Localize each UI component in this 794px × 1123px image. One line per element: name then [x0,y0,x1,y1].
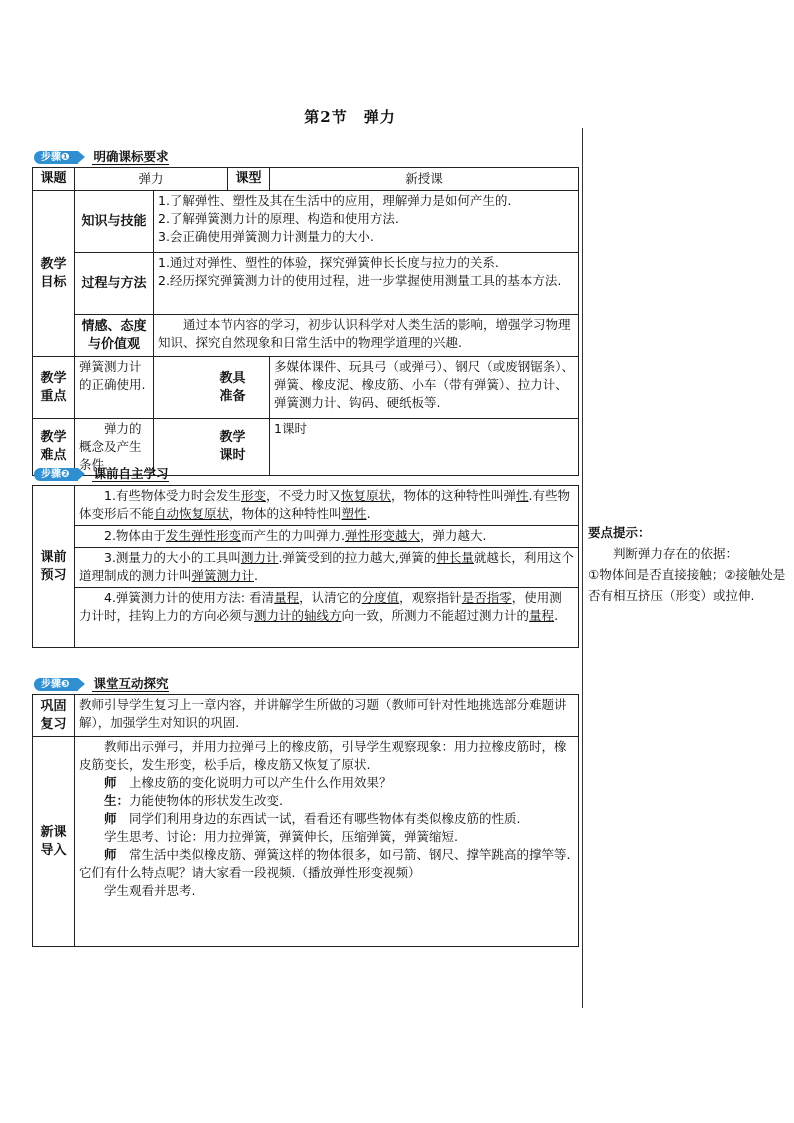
step1-heading: 明确课标要求 [93,149,169,164]
intro-p2: 师 上橡皮筋的变化说明力可以产生什么作用效果？ [104,775,392,790]
step2-header [34,467,169,482]
preview-q4: 4.弹簧测力计的使用方法: 看清量程，认清它的分度值，观察指针是否指零，使用测力计时，挂钩上力的方向必须与测力计的轴线方向一致，所测力不能超过测力计的量程. [75,588,579,648]
step3-badge: 步骤❸ [34,678,78,691]
topic-value: 弹力 [75,168,228,191]
difficulty-label: 教学难点 [33,419,75,476]
type-value: 新授课 [270,168,579,191]
intro-p4: 师 同学们利用身边的东西试一试，看看还有哪些物体有类似橡皮筋的性质. [104,811,521,826]
step2-heading: 课前自主学习 [93,466,169,481]
hours-content: 1课时 [270,419,579,476]
step3-header [34,677,169,692]
intro-p7: 学生观看并思考. [104,883,196,898]
step3-heading: 课堂互动探究 [93,676,169,691]
intro-p1: 教师出示弹弓，并用力拉弹弓上的橡皮筋，引导学生观察现象：用力拉橡皮筋时，橡皮筋变长，发生形变，松手后，橡皮筋又恢复了原状. [79,739,567,772]
preview-q2: 2.物体由于发生弹性形变而产生的力叫弹力.弹性形变越大，弹力越大. [75,526,579,548]
knowledge-item: 1.了解弹性、塑性及其在生活中的应用，理解弹力是如何产生的. [158,193,512,208]
key-content: 弹簧测力计的正确使用. [75,357,154,419]
knowledge-item: 3.会正确使用弹簧测力计测量力的大小. [158,229,374,244]
intro-p5: 学生思考、讨论：用力拉弹簧，弹簧伸长，压缩弹簧，弹簧缩短. [104,829,458,844]
tips-line1: 判断弹力存在的依据： [613,546,739,561]
process-item: 1.通过对弹性、塑性的体验，探究弹簧伸长长度与拉力的关系. [158,255,499,270]
process-label: 过程与方法 [75,253,154,315]
tips-line2: ①物体间是否直接接触；②接触处是否有相互挤压（形变）或拉伸. [588,567,786,603]
topic-label: 课题 [33,168,75,191]
key-label: 教学重点 [33,357,75,419]
knowledge-label: 知识与技能 [75,191,154,253]
intro-content [75,737,579,947]
emotion-content: 通过本节内容的学习，初步认识科学对人类生活的影响，增强学习物理知识、探究自然现象和日常生活中的物理学道理的兴趣. [154,315,579,357]
knowledge-item: 2.了解弹簧测力计的原理、构造和使用方法. [158,211,399,226]
type-label: 课型 [228,168,270,191]
tools-label: 教具准备 [154,357,270,419]
step1-header [34,150,169,165]
key-points-tips [588,522,788,606]
preview-label: 课前预习 [33,486,75,648]
difficulty-content: 弹力的概念及产生条件. [75,419,154,476]
review-label: 巩固复习 [33,695,75,737]
hours-label: 教学课时 [154,419,270,476]
emotion-label: 情感、态度与价值观 [75,315,154,357]
classroom-table [32,694,579,947]
preview-table [32,485,579,648]
tips-title: 要点提示： [588,525,651,540]
margin-divider [582,128,583,1008]
tools-content: 多媒体课件、玩具弓（或弹弓）、钢尺（或废钢锯条）、弹簧、橡皮泥、橡皮筋、小车（带有弹簧）、拉力计、弹簧测力计、钩码、硬纸板等. [270,357,579,419]
goals-label: 教学目标 [33,191,75,357]
review-content: 教师引导学生复习上一章内容，并讲解学生所做的习题（教师可针对性地挑选部分难题讲解），加强学生对知识的巩固. [75,695,579,737]
intro-p6: 师 常生活中类似橡皮筋、弹簧这样的物体很多，如弓箭、钢尺、撑竿跳高的撑竿等.它们有什么特点呢？请大家看一段视频.（播放弹性形变视频） [79,847,571,880]
preview-q3: 3.测量力的大小的工具叫测力计.弹簧受到的拉力越大,弹簧的伸长量就越长，利用这个道理制成的测力计叫弹簧测力计. [75,548,579,588]
course-requirements-table [32,167,579,476]
intro-label: 新课导入 [33,737,75,947]
page-title: 第2节 弹力 [304,108,396,126]
process-content [154,253,579,315]
knowledge-content [154,191,579,253]
process-item: 2.经历探究弹簧测力计的使用过程，进一步掌握使用测量工具的基本方法. [158,273,562,288]
step2-badge: 步骤❷ [34,468,78,481]
step1-badge: 步骤❶ [34,151,78,164]
intro-p3: 生：力能使物体的形状发生改变. [104,793,283,808]
preview-q1: 1.有些物体受力时会发生形变，不受力时又恢复原状，物体的这种特性叫弹性.有些物体变形后不能自动恢复原状，物体的这种特性叫塑性. [75,486,579,526]
